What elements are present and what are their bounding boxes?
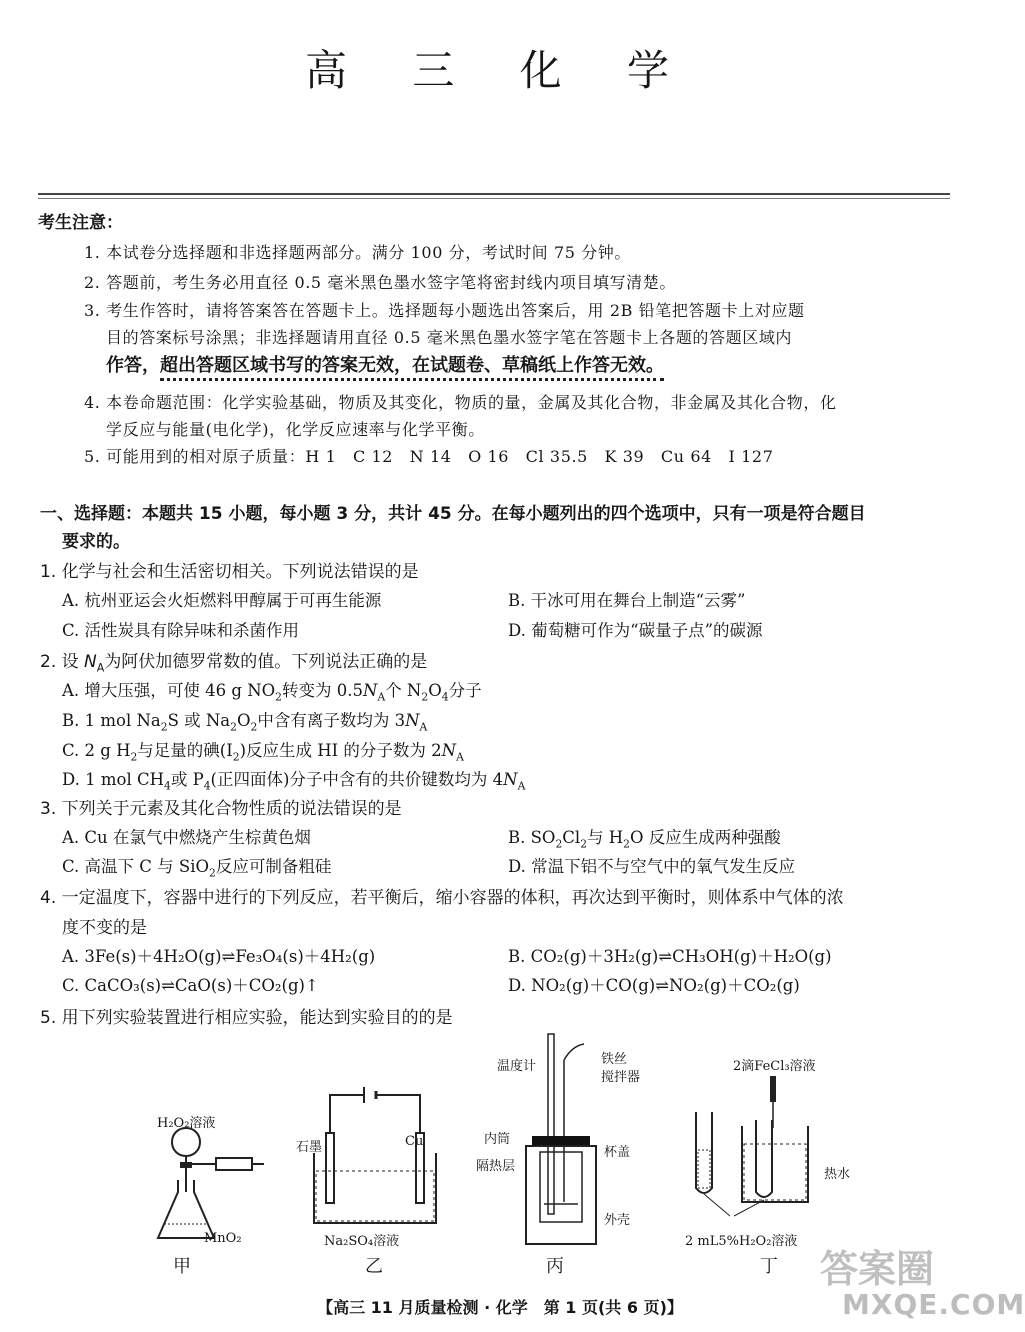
jia-label-h2o2: H₂O₂溶液 — [157, 1116, 216, 1131]
funnel-bulb — [172, 1128, 200, 1156]
q2-a-sub-2: 2 — [275, 690, 282, 704]
notice-item-2: 2. 答题前，考生务必用直径 0.5 毫米黑色墨水签字笔将密封线内项目填写清楚。 — [84, 273, 676, 292]
q2-b-na-sub: A — [419, 720, 428, 734]
q4-stem-cont: 度不变的是 — [62, 918, 147, 938]
test-tube-right — [756, 1120, 772, 1197]
bing-label-stirrer: 搅拌器 — [601, 1070, 641, 1085]
q2-c-na: N — [441, 741, 457, 760]
q2-b-na: N — [405, 711, 420, 730]
notice-item-4: 4. 本卷命题范围：化学实验基础，物质及其变化，物质的量，金属及其化合物，非金属及其化合物，化 — [84, 393, 837, 412]
header-divider-thin — [38, 198, 950, 199]
q3-b-4: O 反应生成两种强酸 — [629, 828, 781, 847]
q2-b-2: S 或 Na — [167, 711, 231, 730]
q2-c-3: )反应生成 HI 的分子数为 2 — [239, 741, 442, 760]
q4-option-b: B. CO₂(g)＋3H₂(g)⇌CH₃OH(g)＋H₂O(g) — [508, 947, 832, 966]
q4-option-c: C. CaCO₃(s)⇌CaO(s)＋CO₂(g)↑ — [62, 976, 319, 995]
q2-a-sub-n2: 2 — [421, 690, 429, 704]
notice-item-4-cont: 学反应与能量(电化学)，化学反应速率与化学平衡。 — [106, 420, 485, 439]
watermark-url: MXQE.COM — [842, 1288, 1025, 1321]
bing-label-thermometer: 温度计 — [497, 1059, 537, 1074]
section-heading: 一、选择题：本题共 15 小题，每小题 3 分，共计 45 分。在每小题列出的四个选项中，只有一项是符合题目 — [40, 504, 866, 524]
q3-option-b — [508, 824, 781, 850]
notice-emphasis: 超出答题区域书写的答案无效，在试题卷、草稿纸上作答无效。 — [160, 355, 664, 381]
bing-label-shell: 外壳 — [604, 1213, 631, 1228]
q1-stem: 1. 化学与社会和生活密切相关。下列说法错误的是 — [40, 562, 419, 582]
q5-stem: 5. 用下列实验装置进行相应实验，能达到实验目的的是 — [40, 1008, 453, 1028]
q2-b-sub-2: 2 — [230, 720, 237, 734]
notice-heading: 考生注意： — [38, 213, 123, 233]
ding-caption: 丁 — [760, 1256, 778, 1277]
q3-option-c — [62, 853, 331, 879]
q2-b-sub-3: 2 — [250, 720, 258, 734]
q2-c-sub-2: 2 — [232, 750, 240, 764]
q2-c-sub-1: 2 — [130, 750, 138, 764]
hot-water — [744, 1144, 806, 1200]
q2-b-sub-1: 2 — [160, 720, 168, 734]
test-tube-left-liquid — [698, 1150, 710, 1188]
yi-caption: 乙 — [365, 1256, 383, 1277]
q2-option-d — [62, 766, 525, 792]
q3-stem: 3. 下列关于元素及其化合物性质的说法错误的是 — [40, 799, 402, 819]
syringe — [216, 1158, 252, 1170]
q3-c-1: C. 高温下 C 与 SiO — [62, 857, 209, 876]
q2-d-1: D. 1 mol CH — [62, 770, 164, 789]
q2-d-3: (正四面体)分子中含有的共价键数均为 4 — [210, 770, 504, 789]
page-title: 高 三 化 学 — [304, 46, 696, 95]
q2-option-a — [62, 677, 482, 703]
q2-b-1: B. 1 mol Na — [62, 711, 161, 730]
q2-c-2: 与足量的碘(I — [137, 741, 233, 760]
bing-label-insulation: 隔热层 — [476, 1159, 516, 1174]
bing-caption: 丙 — [546, 1256, 564, 1277]
jia-caption: 甲 — [173, 1256, 191, 1277]
q2-b-3: O — [236, 711, 251, 730]
q2-option-c — [62, 737, 464, 763]
yi-label-graphite: 石墨 — [296, 1140, 323, 1155]
q3-b-3: 与 H — [587, 828, 624, 847]
q2-stem-b: 为阿伏加德罗常数的值。下列说法正确的是 — [104, 652, 428, 672]
yi-label-cu: Cu — [405, 1134, 424, 1149]
yi-label-solution: Na₂SO₄溶液 — [324, 1234, 400, 1249]
bing-label-lid: 杯盖 — [604, 1145, 631, 1160]
ding-label-fecl3: 2滴FeCl₃溶液 — [733, 1059, 816, 1074]
page-footer: 【高三 11 月质量检测 · 化学 第 1 页(共 6 页)】 — [317, 1298, 683, 1317]
q1-option-c: C. 活性炭具有除异味和杀菌作用 — [62, 621, 300, 640]
q2-stem-a: 2. 设 — [40, 652, 85, 672]
q3-c-sub-1: 2 — [209, 866, 216, 880]
apparatus-yi — [300, 1085, 440, 1230]
q4-option-d: D. NO₂(g)＋CO(g)⇌NO₂(g)＋CO₂(g) — [508, 976, 800, 995]
q2-d-na-sub: A — [517, 779, 526, 793]
jia-label-mno2: MnO₂ — [204, 1231, 242, 1246]
inner-cup — [540, 1152, 582, 1222]
notice-item-3-prefix: 作答， — [106, 355, 160, 376]
outer-shell — [526, 1146, 596, 1244]
lid — [532, 1136, 590, 1146]
q3-option-a: A. Cu 在氯气中燃烧产生棕黄色烟 — [62, 828, 311, 847]
dropper-bulb — [770, 1076, 776, 1102]
q3-b-sub-3: 2 — [623, 837, 630, 851]
q2-a-3: 个 N — [385, 681, 422, 700]
q2-a-5: 分子 — [448, 681, 482, 700]
ding-label-hot-water: 热水 — [824, 1167, 851, 1182]
ding-label-h2o2: 2 mL5%H₂O₂溶液 — [685, 1234, 798, 1249]
q2-a-4: O — [428, 681, 442, 700]
bing-label-iron-wire: 铁丝 — [601, 1052, 628, 1067]
apparatus-ding — [690, 1070, 820, 1220]
bing-label-inner-cup: 内筒 — [484, 1132, 511, 1147]
q3-b-2: Cl — [562, 828, 581, 847]
q3-b-sub-1: 2 — [555, 837, 563, 851]
q2-a-sub-o4: 4 — [441, 690, 449, 704]
notice-item-1: 1. 本试卷分选择题和非选择题两部分。满分 100 分，考试时间 75 分钟。 — [84, 243, 631, 262]
q4-stem: 4. 一定温度下，容器中进行的下列反应，若平衡后，缩小容器的体积，再次达到平衡时，则体系中气体的浓 — [40, 888, 844, 908]
q3-option-d: D. 常温下铝不与空气中的氧气发生反应 — [508, 857, 796, 876]
q3-b-sub-2: 2 — [580, 837, 588, 851]
q2-option-b — [62, 707, 427, 733]
section-heading-cont: 要求的。 — [62, 532, 130, 552]
q4-option-a: A. 3Fe(s)＋4H₂O(g)⇌Fe₃O₄(s)＋4H₂(g) — [62, 947, 376, 966]
q2-c-1: C. 2 g H — [62, 741, 131, 760]
q2-d-sub-2: 4 — [203, 779, 211, 793]
q2-a-1: A. 增大压强，可使 46 g NO — [62, 681, 276, 700]
q1-option-d: D. 葡萄糖可作为“碳量子点”的碳源 — [508, 621, 763, 640]
leader-left — [704, 1194, 730, 1216]
notice-item-3-end — [106, 351, 664, 377]
graphite-electrode — [326, 1133, 334, 1203]
watermark-logo: 答案圈 — [820, 1247, 935, 1291]
notice-item-5: 5. 可能用到的相对原子质量：H 1 C 12 N 14 O 16 Cl 35.5 K 39 Cu 64 I 127 — [84, 447, 774, 466]
notice-item-3-cont: 目的答案标号涂黑；非选择题请用直径 0.5 毫米黑色墨水签字笔在答题卡上各题的答题区域内 — [106, 328, 793, 347]
q2-c-na-sub: A — [456, 750, 464, 764]
q2-d-2: 或 P — [170, 770, 204, 789]
q2-na-sub: A — [96, 661, 105, 675]
header-divider — [38, 193, 950, 195]
q3-b-1: B. SO — [508, 828, 556, 847]
notice-item-3: 3. 考生作答时，请将答案答在答题卡上。选择题每小题选出答案后，用 2B 铅笔把答题卡上对应题 — [84, 301, 805, 320]
q2-d-na: N — [503, 770, 518, 789]
q2-d-sub-1: 4 — [164, 779, 171, 793]
thermometer — [548, 1034, 554, 1214]
stirrer-handle — [564, 1044, 584, 1060]
q2-a-na: N — [363, 681, 378, 700]
q2-a-2: 转变为 0.5 — [282, 681, 363, 700]
q2-a-na-sub: A — [377, 690, 386, 704]
q2-b-4: 中含有离子数均为 3 — [257, 711, 406, 730]
water-bath-beaker — [742, 1126, 808, 1202]
q2-na: N — [84, 652, 97, 672]
q2-stem — [40, 647, 427, 674]
q1-option-a: A. 杭州亚运会火炬燃料甲醇属于可再生能源 — [62, 591, 382, 610]
q3-c-2: 反应可制备粗硅 — [215, 857, 332, 876]
q1-option-b: B. 干冰可用在舞台上制造“云雾” — [508, 591, 746, 610]
